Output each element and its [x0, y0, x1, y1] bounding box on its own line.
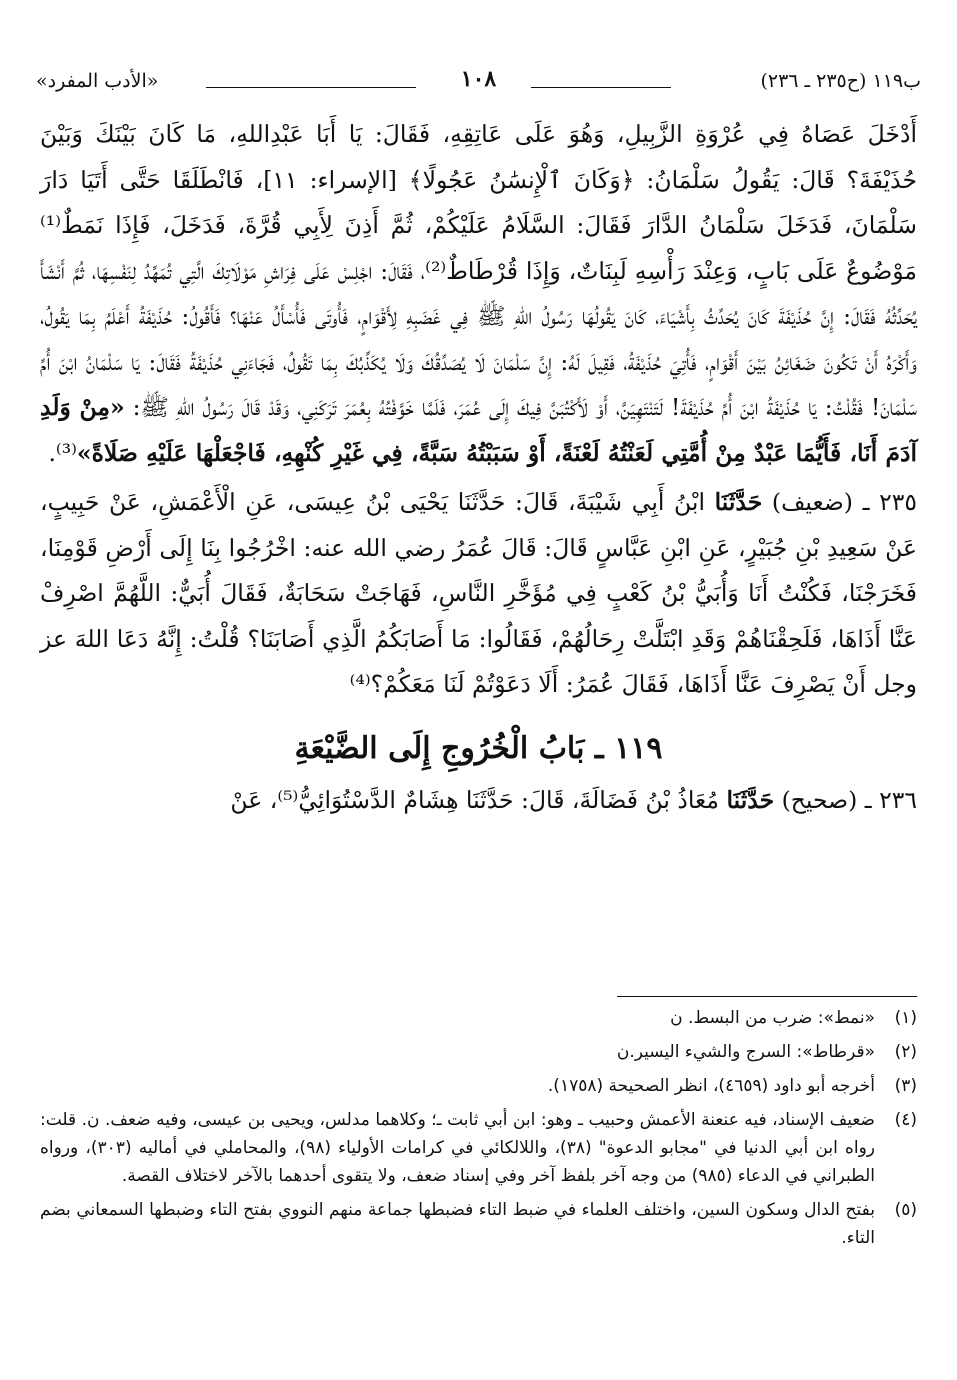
footnote-text: ضعيف الإسناد، فيه عنعنة الأعمش وحبيب ـ وهو: ابن أبي ثابت ـ؛ وكلاهما مدلس، ويحيى بن عيسى، وفيه ضعف. ن. قلت: رواه ابن أبي الدنيا في "مجابو الدعوة" (٣٨)، واللالكائي في كرامات الأولياء (٩٨)، والمحاملي في أماليه (٣٠٣)، ورواه الطبراني في الدعاء (٩٨٥) من وجه آخر بلفظ آخر وفي إسناد ضعف، ولا يتقوى أحدهما بالآخر لاختلاف القصة. [40, 1110, 876, 1186]
hadith-235 [40, 480, 917, 708]
continued-paragraph [40, 112, 917, 476]
header-rule-right [531, 87, 671, 88]
paragraph-text: أَدْخَلَ عَصَاهُ فِي عُرْوَةِ الزَّبِيلِ، وَهُوَ عَلَى عَاتِقِهِ، فَقَالَ: يَا أَبَا عَبْدِاللهِ، مَا كَانَ بَيْنَكَ وَبَيْنَ حُذَيْفَةَ؟ قَالَ: يَقُولُ سَلْمَانُ: ﴿وَكَانَ ٱلْإِنسَٰنُ عَجُولًا﴾ [الإسراء: ١١]، فَانْطَلَقَا حَتَّى أَتَيَا دَارَ سَلْمَانَ، فَدَخَلَ سَلْمَانُ الدَّارَ فَقَالَ: السَّلَامُ عَلَيْكُمْ، ثُمَّ أَذِنَ لِأَبِي قُرَّةَ، فَدَخَلَ، فَإِذَا نَمَطٌ⁽¹⁾ مَوْضُوعٌ عَلَى بَابٍ، وَعِنْدَ رَأْسِهِ لَبِنَاتٌ، وَإِذَا قُرْطَاطٌ⁽²⁾، فَقَالَ: اجْلِسْ عَلَى فِرَاشِ مَوْلَاتِكَ الَّتِي تُمَهِّدُ لِنَفْسِهَا، ثُمَّ أَنْشَأَ يُحَدِّثُهُ فَقَالَ: إِنَّ حُذَيْفَةَ كَانَ يُحَدِّثُ بِأَشْيَاءَ، كَانَ يَقُولُهَا رَسُولُ اللهِ ﷺ فِي غَضَبِهِ لِأَقْوَامٍ، فَأُوتَى فَأُسْأَلُ عَنْهَا؟ فَأَقُولُ: حُذَيْفَةُ أَعْلَمُ بِمَا يَقُولُ، وَأَكْرَهُ أَنْ تَكُونَ ضَغَائِنُ بَيْنَ أَقْوَامٍ، فَأُتِيَ حُذَيْفَةُ، فَقِيلَ لَهُ: إِنَّ سَلْمَانَ لَا يُصَدِّقُكَ وَلَا يُكَذِّبُكَ بِمَا تَقُولُ، فَجَاءَنِي حُذَيْفَةُ فَقَالَ: يَا سَلْمَانُ ابْنَ أُمِّ سَلْمَانَ! فَقُلْتُ: يَا حُذَيْفَةُ ابْنَ أُمِّ حُذَيْفَةَ! لَتَنْتَهِيَنَّ، أَوْ لَأَكْتُبَنَّ فِيكَ إِلَى عُمَرَ، فَلَمَّا خَوَّفْتُهُ بِعُمَرَ تَرَكَنِي، وَقَدْ قَالَ رَسُولُ اللهِ ﷺ: [40, 120, 917, 421]
footnote-number: (٢) [894, 1042, 917, 1062]
chapter-hadith-range: ب١١٩ (ح٢٣٥ ـ ٢٣٦) [760, 70, 921, 92]
prophetic-saying: «مِنْ وَلَدِ آدَمَ أَنَا، فَأَيُّمَا عَبْدٌ مِنْ أُمَّتِي لَعَنْتُهُ لَعْنَةً، أَوْ سَبَبْتُهُ سَبَّةً، فِي غَيْرِ كُنْهِهِ، فَاجْعَلْهَا عَلَيْهِ صَلَاةً» [40, 393, 917, 467]
footnote [40, 1038, 917, 1066]
footnote-text: «نمط»: ضرب من البسط. ن [670, 1008, 875, 1028]
footnote-text: «قرطاط»: السرج والشيء اليسير.ن [616, 1042, 875, 1062]
footnote-number: (١) [894, 1008, 917, 1028]
footnote [40, 1196, 917, 1252]
footnote-number: (٥) [894, 1200, 917, 1220]
narration-formula: حَدَّثَنَا [714, 488, 763, 516]
footnote [40, 1072, 917, 1100]
footnote-number: (٣) [894, 1076, 917, 1096]
book-title: «الأدب المفرد» [36, 70, 159, 92]
footnote [40, 1004, 917, 1032]
footnote-separator [617, 996, 917, 997]
header-rule-left [206, 87, 416, 88]
hadith-text: ابْنُ أَبِي شَيْبَةَ، قَالَ: حَدَّثَنَا يَحْيَى بْنُ عِيسَى، عَنِ الْأَعْمَشِ، عَنْ حَبِيبٍ، عَنْ سَعِيدِ بْنِ جُبَيْرٍ، عَنِ ابْنِ عَبَّاسٍ قَالَ: قَالَ عُمَرُ رضي الله عنه: اخْرُجُوا بِنَا إِلَى أَرْضِ قَوْمِنَا، فَخَرَجْنَا، فَكُنْتُ أَنَا وَأُبَيُّ بْنُ كَعْبٍ فِي مُؤَخَّرِ النَّاسِ، فَهَاجَتْ سَحَابَةٌ، فَقَالَ أُبَيٌّ: اللَّهُمَّ اصْرِفْ عَنَّا أَذَاهَا، فَلَحِقْنَاهُمْ وَقَدِ ابْتَلَّتْ رِحَالُهُمْ، فَقَالُوا: مَا أَصَابَكُمُ الَّذِي أَصَابَنَا؟ قُلْتُ: إِنَّهُ دَعَا اللهَ عز وجل أَنْ يَصْرِفَ عَنَّا أَذَاهَا، فَقَالَ عُمَرُ: أَلَا دَعَوْتُمْ لَنَا مَعَكُمْ؟⁽⁴⁾ [40, 488, 917, 698]
footnote-ref: ⁽³⁾. [48, 438, 77, 467]
main-text [40, 112, 917, 823]
hadith-number: ٢٣٦ ـ (صحيح) [781, 785, 917, 814]
chapter-heading: ١١٩ ـ بَابُ الْخُرُوجِ إِلَى الضَّيْعَةِ [294, 730, 663, 766]
hadith-text: مُعَاذُ بْنُ فَضَالَةَ، قَالَ: حَدَّثَنَا هِشَامٌ الدَّسْتُوَائِيُّ⁽⁵⁾، عَنْ [230, 785, 719, 814]
narration-formula: حَدَّثَنَا [726, 785, 775, 814]
hadith-number: ٢٣٥ ـ (ضعيف) [771, 488, 917, 516]
hadith-236 [40, 778, 917, 824]
page-number: ١٠٨ [460, 66, 497, 92]
footnotes [40, 1004, 917, 1258]
footnote-number: (٤) [894, 1110, 917, 1130]
footnote [40, 1106, 917, 1190]
footnote-text: أخرجه أبو داود (٤٦٥٩)، انظر الصحيحة (١٧٥٨). [547, 1076, 875, 1096]
footnote-text: بفتح الدال وسكون السين، واختلف العلماء في ضبط التاء فضبطها جماعة منهم النووي بفتح التاء وضبطها السمعاني بضم التاء. [40, 1200, 875, 1248]
running-header [36, 66, 921, 100]
